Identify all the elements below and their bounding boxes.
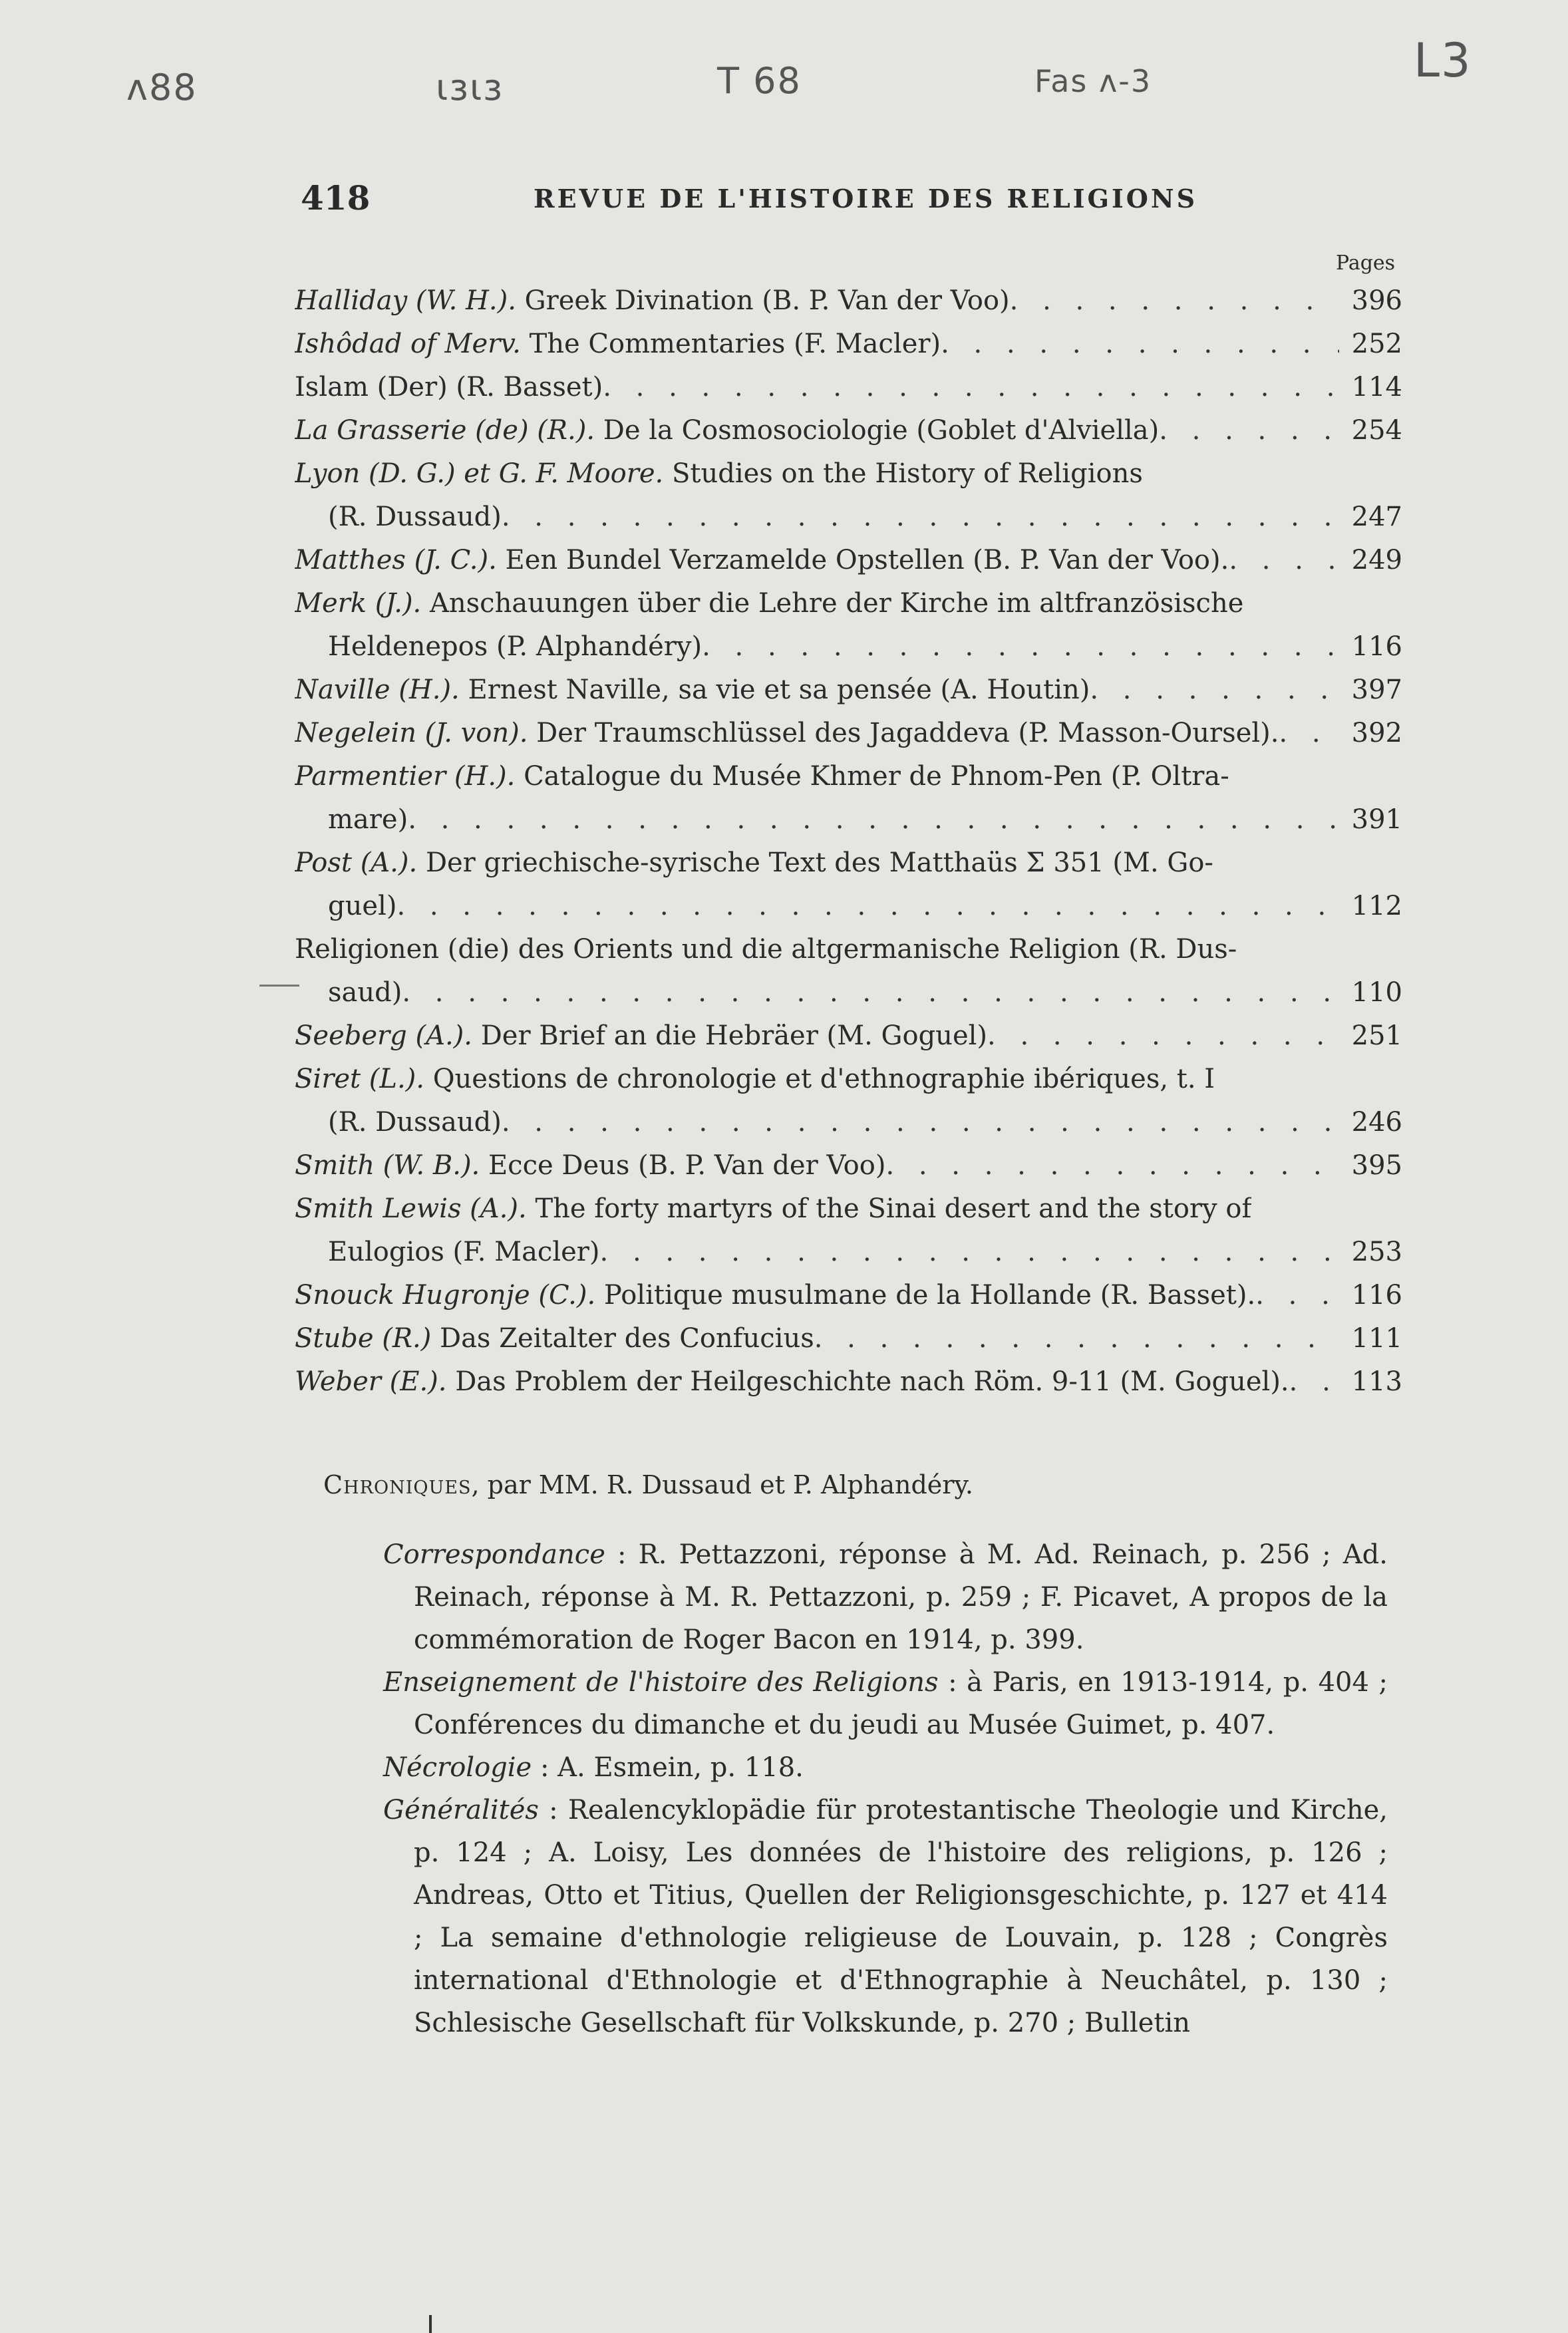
dot-leader: [1090, 669, 1339, 712]
index-entry: [295, 323, 1402, 366]
entry-author: Parmentier (H.).: [295, 761, 516, 792]
dot-leader: [941, 323, 1339, 366]
chroniques-heading: [323, 1470, 973, 1499]
entry-page: 396: [1351, 285, 1402, 316]
dot-leader: [1159, 409, 1339, 452]
chronique-text: : Realencyklopädie für protestantische Theologie und Kirche, p. 124 ; A. Loisy, Les données de l'histoire des religions, p. 126 ; Andreas, Otto et Titius, Quellen der Religionsgeschichte, p. 127 et 414 ; La semaine d'ethnologie religieuse de Louvain, p. 128 ; Congrès international d'Ethnologie et d'Ethnographie à Neuchâtel, p. 130 ; Schlesische Gesellschaft für Volkskunde, p. 270 ; Bulletin: [414, 1795, 1388, 2038]
scan-mark: [429, 2315, 432, 2333]
entry-title: The forty martyrs of the Sinai desert and the story of: [535, 1193, 1252, 1224]
entry-title: Catalogue du Musée Khmer de Phnom-Pen (P. Oltra-: [524, 761, 1229, 792]
entry-continuation: saud): [328, 977, 402, 1008]
entry-title: Das Zeitalter des Confucius: [440, 1323, 814, 1354]
entry-title: Studies on the History of Religions: [671, 458, 1143, 489]
index-entry: [295, 669, 1402, 712]
entry-page: 116: [1351, 631, 1402, 662]
index-entry: [295, 842, 1402, 928]
index-entry: [295, 1014, 1402, 1058]
entry-continuation: Heldenepos (P. Alphandéry): [328, 631, 703, 662]
entry-author: Snouck Hugronje (C.).: [295, 1280, 596, 1311]
handwritten-note-2: ɩɜɩɜ: [436, 67, 504, 108]
chronique-item: [383, 1789, 1388, 2044]
entry-page: 392: [1351, 718, 1402, 748]
index-entry: [295, 1144, 1402, 1187]
index-entry: [295, 1058, 1402, 1144]
entry-author: Siret (L.).: [295, 1064, 424, 1094]
dot-leader: [814, 1317, 1339, 1360]
entry-continuation: Eulogios (F. Macler): [328, 1237, 600, 1267]
index-entry: [295, 366, 1402, 409]
dot-leader: [396, 885, 1339, 928]
dot-leader: [600, 1231, 1339, 1274]
dot-leader: [987, 1014, 1339, 1058]
chronique-text: : A. Esmein, p. 118.: [532, 1752, 804, 1783]
chronique-item: [383, 1533, 1388, 1661]
chroniques-list: [383, 1533, 1388, 2044]
chronique-text: : à Paris, en 1913-1914, p. 404 ; Conférences du dimanche et du jeudi au Musée Guimet, p. 407.: [414, 1667, 1388, 1740]
entry-title: Ecce Deus (B. P. Van der Voo): [488, 1150, 886, 1181]
entry-page: 113: [1351, 1366, 1402, 1397]
dot-leader: [1229, 539, 1339, 582]
chronique-label: Généralités: [383, 1795, 539, 1825]
chronique-label: Nécrologie: [383, 1752, 532, 1783]
entry-page: 252: [1351, 329, 1402, 359]
dot-leader: [885, 1144, 1339, 1187]
handwritten-note-3: T 68: [717, 60, 802, 102]
entry-page: 251: [1351, 1020, 1402, 1051]
dot-leader: [1010, 279, 1339, 323]
dot-leader: [502, 1101, 1339, 1144]
entry-author: Naville (H.).: [295, 675, 460, 705]
entry-page: 246: [1351, 1107, 1402, 1138]
entry-author: Merk (J.).: [295, 588, 422, 619]
index-entry: [295, 452, 1402, 539]
entry-page: 253: [1351, 1237, 1402, 1267]
entry-title: Das Problem der Heilgeschichte nach Röm. 9-11 (M. Goguel).: [455, 1366, 1289, 1397]
chronique-item: [383, 1661, 1388, 1746]
entry-author: Matthes (J. C.).: [295, 545, 497, 575]
entry-author: Lyon (D. G.) et G. F. Moore.: [295, 458, 664, 489]
entry-author: Halliday (W. H.).: [295, 285, 516, 316]
index-entry: [295, 582, 1402, 669]
entry-page: 247: [1351, 502, 1402, 532]
entry-continuation: (R. Dussaud): [328, 502, 502, 532]
entry-author: Post (A.).: [295, 848, 418, 878]
entry-continuation: (R. Dussaud): [328, 1107, 502, 1138]
entry-author: Seeberg (A.).: [295, 1020, 472, 1051]
entry-title: Der Brief an die Hebräer (M. Goguel): [480, 1020, 988, 1051]
index-entry: [295, 1274, 1402, 1317]
index-entry: [295, 1187, 1402, 1274]
entry-page: 397: [1351, 675, 1402, 705]
chroniques-label: Chroniques: [323, 1470, 472, 1499]
entry-author: Smith Lewis (A.).: [295, 1193, 527, 1224]
chronique-label: Enseignement de l'histoire des Religions: [383, 1667, 939, 1698]
entry-author: Ishôdad of Merv.: [295, 329, 521, 359]
index-entry: [295, 279, 1402, 323]
entry-author: Smith (W. B.).: [295, 1150, 480, 1181]
entry-author: Stube (R.): [295, 1323, 432, 1354]
entry-title: Islam (Der) (R. Basset): [295, 372, 603, 402]
entry-page: 112: [1351, 891, 1402, 921]
dot-leader: [408, 798, 1339, 842]
handwritten-note-5: L3: [1414, 33, 1472, 88]
entry-page: 111: [1351, 1323, 1402, 1354]
chronique-text: : R. Pettazzoni, réponse à M. Ad. Reinach, p. 256 ; Ad. Reinach, réponse à M. R. Pettazzoni, p. 259 ; F. Picavet, A propos de la commémoration de Roger Bacon en 1914, p. 399.: [414, 1539, 1388, 1655]
chroniques-byline: , par MM. R. Dussaud et P. Alphandéry.: [471, 1470, 973, 1499]
entry-page: 395: [1351, 1150, 1402, 1181]
entry-title: De la Cosmosociologie (Goblet d'Alviella): [603, 415, 1160, 446]
entry-page: 254: [1351, 415, 1402, 446]
pages-column-label: Pages: [1336, 251, 1396, 275]
dot-leader: [702, 625, 1339, 669]
dot-leader: [1255, 1274, 1339, 1317]
index-entries: [295, 279, 1402, 1404]
entry-title: Anschauungen über die Lehre der Kirche im altfranzösische: [430, 588, 1244, 619]
index-entry: [295, 409, 1402, 452]
chronique-item: [383, 1746, 1388, 1789]
entry-page: 110: [1351, 977, 1402, 1008]
index-entry: [295, 755, 1402, 842]
entry-continuation: guel): [328, 891, 397, 921]
handwritten-note-1: ʌ88: [126, 67, 198, 108]
dot-leader: [502, 496, 1339, 539]
index-entry: [295, 1317, 1402, 1360]
index-entry: [295, 539, 1402, 582]
entry-title: The Commentaries (F. Macler): [529, 329, 941, 359]
entry-title: Politique musulmane de la Hollande (R. Basset).: [603, 1280, 1256, 1311]
index-entry: [295, 712, 1402, 755]
handwritten-note-4: Fas ʌ-3: [1034, 63, 1152, 99]
index-entry: [295, 1360, 1402, 1404]
entry-author: Negelein (J. von).: [295, 718, 528, 748]
page-header: [301, 178, 1392, 225]
margin-mark: [259, 985, 299, 987]
entry-author: Weber (E.).: [295, 1366, 447, 1397]
entry-page: 116: [1351, 1280, 1402, 1311]
entry-title: Questions de chronologie et d'ethnographie ibériques, t. I: [432, 1064, 1215, 1094]
entry-title: Der Traumschlüssel des Jagaddeva (P. Masson-Oursel).: [536, 718, 1279, 748]
entry-continuation: mare): [328, 804, 408, 835]
entry-title: Der griechische-syrische Text des Matthaüs Σ 351 (M. Go-: [425, 848, 1213, 878]
entry-page: 391: [1351, 804, 1402, 835]
entry-title: Een Bundel Verzamelde Opstellen (B. P. Van der Voo).: [505, 545, 1229, 575]
entry-page: 114: [1351, 372, 1402, 402]
dot-leader: [1279, 712, 1340, 755]
dot-leader: [603, 366, 1339, 409]
dot-leader: [1289, 1360, 1339, 1404]
running-title: REVUE DE L'HISTOIRE DES RELIGIONS: [534, 184, 1198, 214]
entry-title: Ernest Naville, sa vie et sa pensée (A. Houtin): [468, 675, 1090, 705]
entry-title: Greek Divination (B. P. Van der Voo): [524, 285, 1010, 316]
entry-title: Religionen (die) des Orients und die altgermanische Religion (R. Dus-: [295, 934, 1237, 965]
entry-author: La Grasserie (de) (R.).: [295, 415, 595, 446]
dot-leader: [402, 971, 1339, 1014]
page-number: 418: [301, 178, 371, 218]
chronique-label: Correspondance: [383, 1539, 605, 1570]
index-entry: [295, 928, 1402, 1014]
entry-page: 249: [1351, 545, 1402, 575]
